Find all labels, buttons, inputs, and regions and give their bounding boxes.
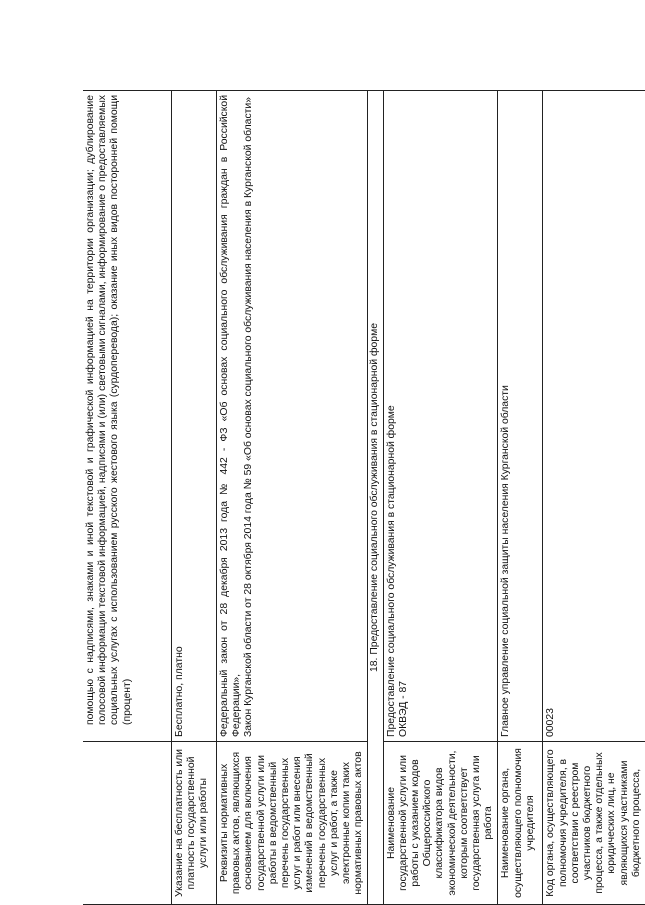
row-value: Главное управление социальной защиты населения Курганской области	[498, 91, 543, 742]
row-label: Наименование органа, осуществляющего полномочия учредителя	[498, 742, 543, 905]
table-row	[172, 91, 217, 905]
row-value	[383, 91, 498, 742]
row-value: Бесплатно, платно	[172, 91, 217, 742]
continuation-left-cell	[83, 742, 172, 905]
table-row	[498, 91, 543, 905]
row-value-line: Федеральный закон от 28 декабря 2013 года № 442 - ФЗ «Об основах социального обслуживания граждан в Российской Федерации»,	[219, 95, 243, 737]
row-label: Код органа, осуществляющего полномочия учредителя, в соответствии с реестром участников бюджетного процесса, а также отдельных юридических лиц, не являющихся участниками бюджетного процесса,	[543, 742, 645, 905]
continuation-row	[83, 91, 172, 905]
row-value	[217, 91, 368, 742]
row-label: Наименование государственной услуги или работы с указанием кодов Общероссийского классификатора видов экономической деятельности, которым соответствует государственная услуга или работа	[383, 742, 498, 905]
row-label: Указание на бесплатность или платность государственной услуги или работы	[172, 742, 217, 905]
section-heading-row	[368, 91, 383, 905]
row-value-line: ОКВЭД - 87	[397, 680, 409, 737]
row-value-line: Предоставление социального обслуживания в стационарной форме	[385, 405, 397, 737]
registry-table	[83, 90, 645, 905]
continuation-text: помощью с надписями, знаками и иной текстовой и графической информацией на территории организации; дублирование голосовой информации текстовой информацией, надписями и (или) световыми сигналами, информирование о предоставляемых социальных услугах с использованием русского жестового языка (сурдоперевода); оказание иных видов посторонней помощи (процент)	[83, 91, 172, 742]
section-heading: 18. Предоставление социального обслуживания в стационарной форме	[368, 91, 383, 905]
table-row	[543, 91, 645, 905]
row-label: Реквизиты нормативных правовых актов, являющихся основанием для включения государственной услуги или работы в ведомственный перечень государственных услуг и работ или внесения изменений в ведомственный перечень государственных услуг и работ, а также электронные копии таких нормативных правовых актов	[217, 742, 368, 905]
table-row	[217, 91, 368, 905]
table-row	[383, 91, 498, 905]
row-value: 00023	[543, 91, 645, 742]
row-value-line: Закон Курганской области от 28 октября 2014 года № 59 «Об основах социального обслуживания населения в Курганской области»	[243, 97, 255, 737]
